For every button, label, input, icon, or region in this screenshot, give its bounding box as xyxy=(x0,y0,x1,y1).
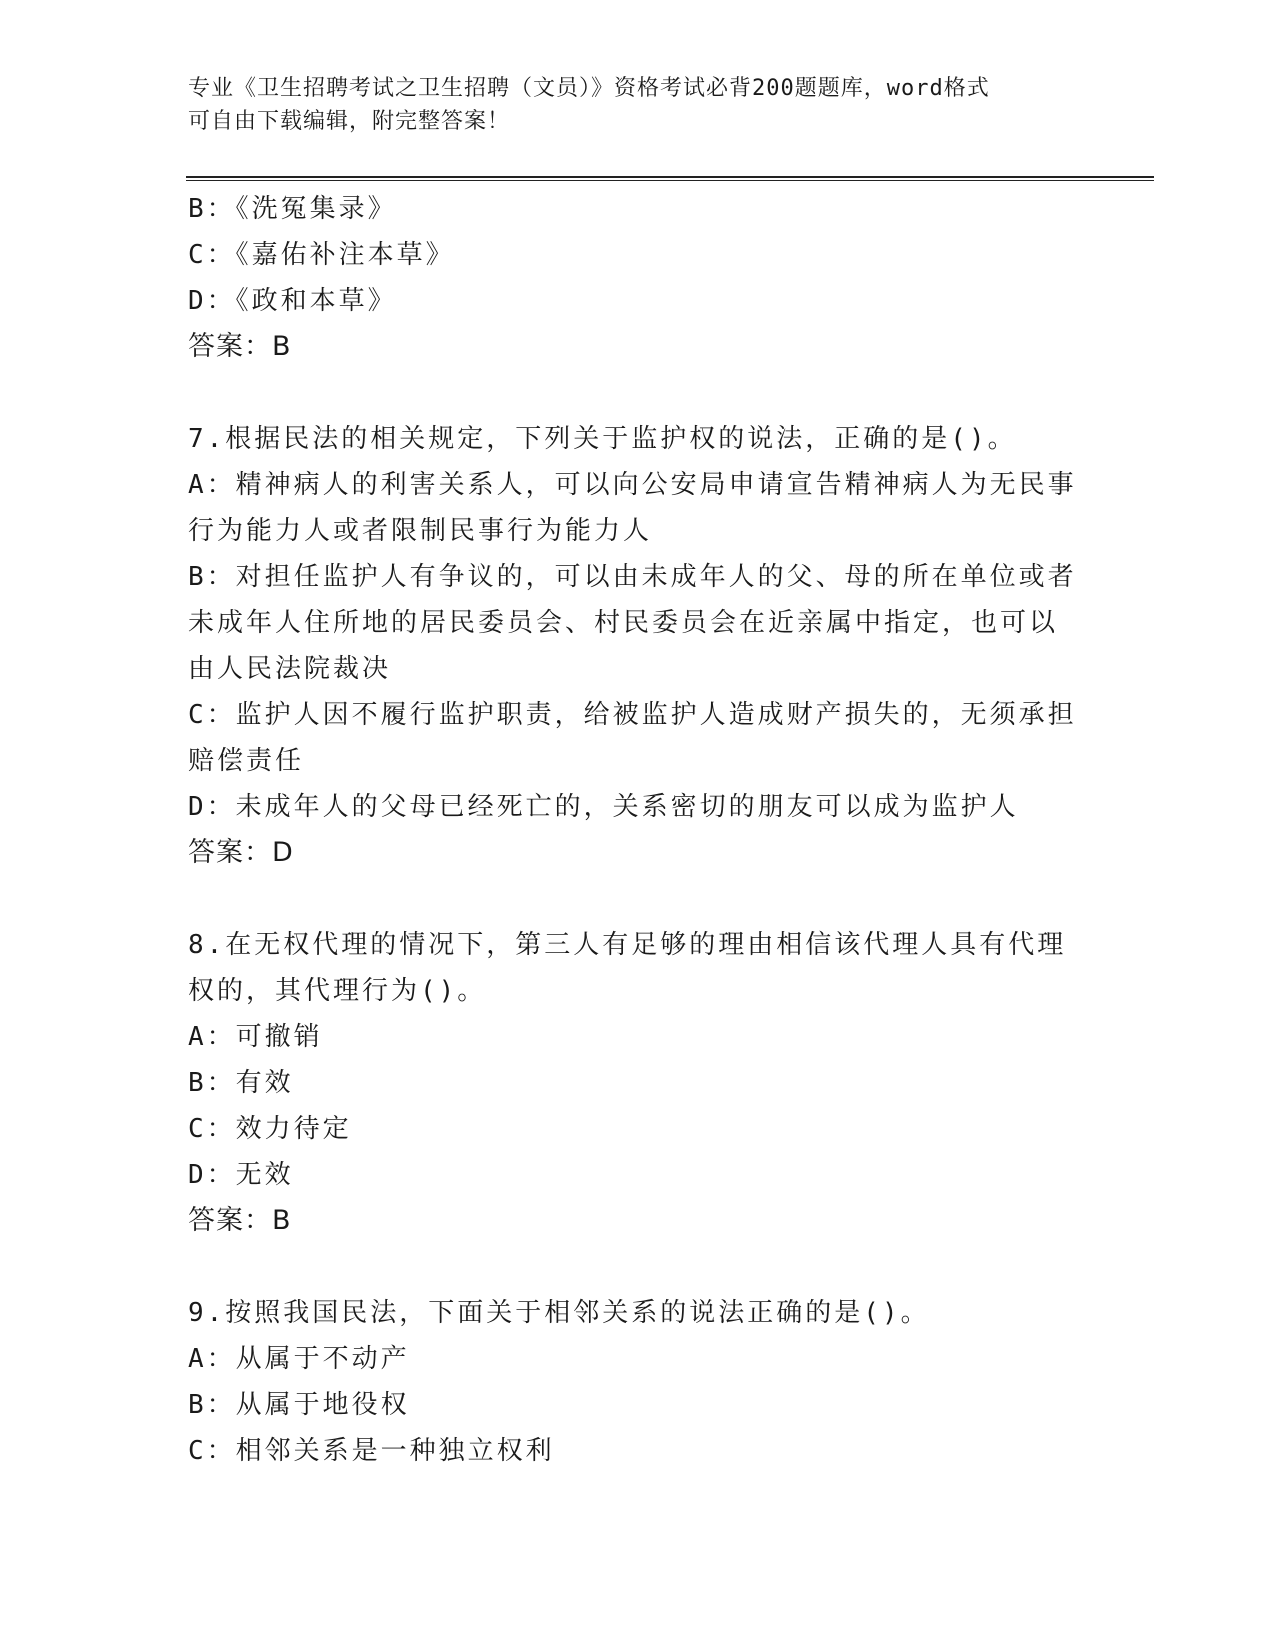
q7-option-b-line-1: B：对担任监护人有争议的，可以由未成年人的父、母的所在单位或者 xyxy=(188,562,1077,592)
page-header xyxy=(188,72,1068,138)
question-8 xyxy=(188,922,1088,1244)
q9-option-b: B：从属于地役权 xyxy=(188,1390,410,1420)
q8-option-d: D：无效 xyxy=(188,1160,294,1190)
q7-option-a-line-1: A：精神病人的利害关系人，可以向公安局申请宣告精神病人为无民事 xyxy=(188,470,1077,500)
q7-option-c-line-1: C：监护人因不履行监护职责，给被监护人造成财产损失的，无须承担 xyxy=(188,700,1077,730)
question-9 xyxy=(188,1290,1088,1474)
question-7 xyxy=(188,416,1088,876)
q8-option-a: A：可撤销 xyxy=(188,1022,323,1052)
q7-option-d: D：未成年人的父母已经死亡的，关系密切的朋友可以成为监护人 xyxy=(188,792,1019,822)
q8-option-c: C：效力待定 xyxy=(188,1114,352,1144)
q6-answer: 答案：B xyxy=(188,331,292,362)
q7-answer: 答案：D xyxy=(188,837,294,868)
q6-option-b: B：《洗冤集录》 xyxy=(188,194,397,224)
q7-stem: 7.根据民法的相关规定，下列关于监护权的说法，正确的是()。 xyxy=(188,424,1017,454)
question-content xyxy=(188,186,1088,1474)
q7-option-c-line-2: 赔偿责任 xyxy=(188,746,305,776)
header-title-line-2: 可自由下载编辑，附完整答案！ xyxy=(188,109,511,134)
q6-option-d: D：《政和本草》 xyxy=(188,286,397,316)
spacer xyxy=(188,876,1088,922)
q8-stem-line-1: 8.在无权代理的情况下，第三人有足够的理由相信该代理人具有代理 xyxy=(188,930,1067,960)
spacer xyxy=(188,1244,1088,1290)
q8-stem-line-2: 权的，其代理行为()。 xyxy=(188,976,487,1006)
q7-option-b-line-2: 未成年人住所地的居民委员会、村民委员会在近亲属中指定，也可以 xyxy=(188,608,1059,638)
q8-option-b: B：有效 xyxy=(188,1068,294,1098)
q9-stem: 9.按照我国民法，下面关于相邻关系的说法正确的是()。 xyxy=(188,1298,930,1328)
question-6-remainder xyxy=(188,186,1088,370)
spacer xyxy=(188,370,1088,416)
q7-option-a-line-2: 行为能力人或者限制民事行为能力人 xyxy=(188,516,653,546)
q9-option-a: A：从属于不动产 xyxy=(188,1344,410,1374)
q6-option-c: C：《嘉佑补注本草》 xyxy=(188,240,455,270)
header-title-line-1: 专业《卫生招聘考试之卫生招聘（文员）》资格考试必背200题题库，word格式 xyxy=(188,76,990,101)
q9-option-c: C：相邻关系是一种独立权利 xyxy=(188,1436,555,1466)
header-divider xyxy=(186,176,1154,181)
q7-option-b-line-3: 由人民法院裁决 xyxy=(188,654,392,684)
q8-answer: 答案：B xyxy=(188,1205,292,1236)
